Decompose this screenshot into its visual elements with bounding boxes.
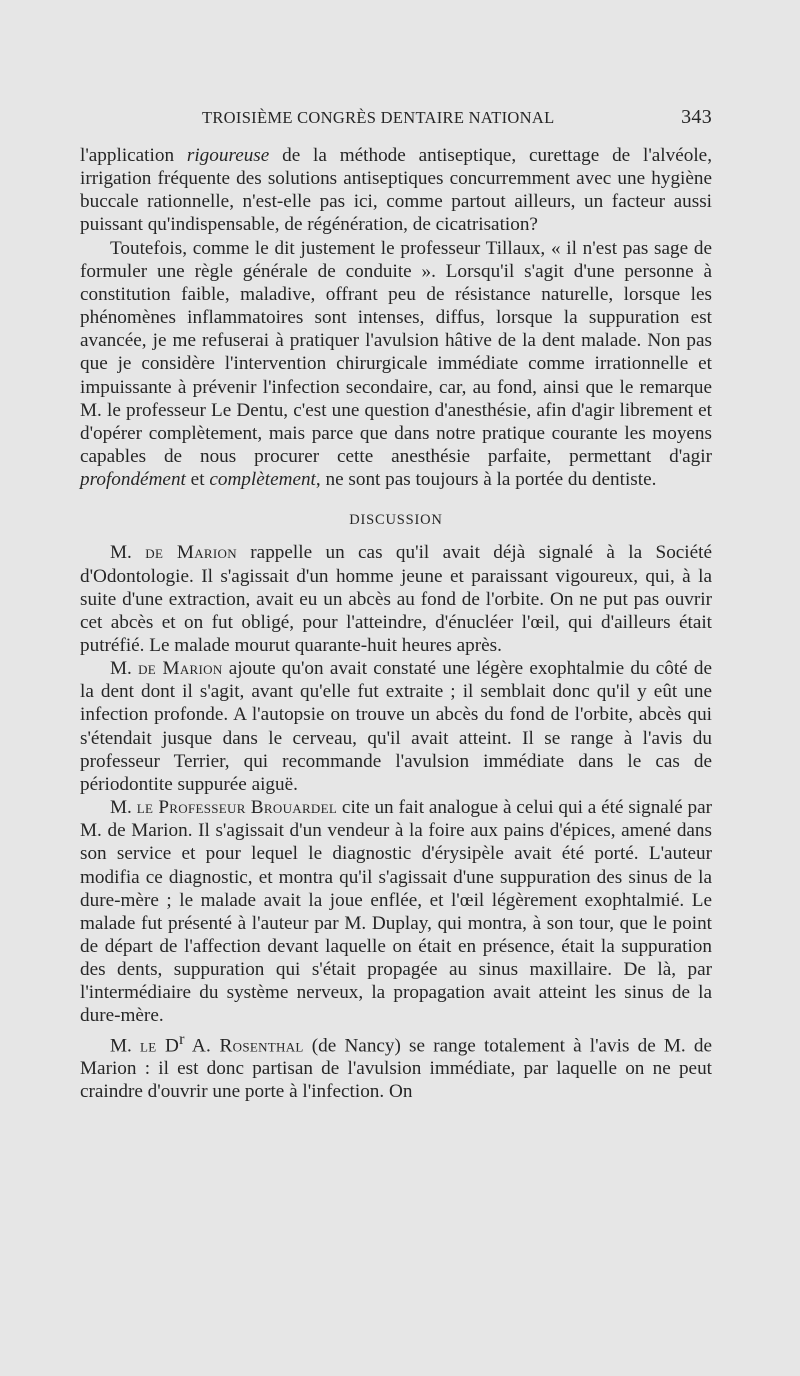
text-run: M. xyxy=(110,797,137,819)
text-run: M. xyxy=(110,658,139,680)
text-run: l'application xyxy=(80,145,187,166)
section-heading: DISCUSSION xyxy=(349,512,443,529)
running-title: TROISIÈME CONGRÈS DENTAIRE NATIONAL xyxy=(202,108,555,127)
text-run: Toutefois, comme le dit justement le professeur Tillaux, « il n'est pas sage de formuler une règle générale de conduite ». Lorsqu'il s'agit d'une personne à constitution faible, maladive, offrant peu de résistance naturelle, lorsque les phénomènes inflammatoires sont intenses, diffus, lorsque la suppuration est avancée, je me refuserai à pratiquer l'avulsion hâtive de la dent malade. Non pas que je considère l'intervention chirurgicale immédiate comme irrationnelle et impuissante à prévenir l'infection secondaire, car, au fond, ainsi que le remarque M. le professeur Le Dentu, c'est une question d'anesthésie, afin d'agir librement et d'opérer complètement, mais parce que dans notre pratique courante les moyens capables de nous procurer cette anesthésie parfaite, permettant d'agir xyxy=(80,237,712,468)
italic-term: complètement xyxy=(209,469,316,491)
speaker-name: A. Rosenthal xyxy=(184,1035,304,1057)
speaker-name: de Marion xyxy=(145,542,237,564)
body-text xyxy=(80,144,712,1103)
text-run: , ne sont pas toujours à la portée du dentiste. xyxy=(315,469,657,491)
superscript: r xyxy=(179,1030,185,1048)
text-run: M. xyxy=(110,1035,141,1057)
text-run: et xyxy=(185,469,210,491)
paragraph-rosenthal xyxy=(80,1028,712,1104)
text-run: cite un fait analogue à celui qui a été signalé par M. de Marion. Il s'agissait d'un vendeur à la foire aux pains d'épices, amené dans son service et pour lequel le diagnostic d'érysipèle avait été porté. L'auteur modifia ce diagnostic, et montra qu'il s'agissait d'une suppuration des sinus de la dure-mère ; le malade avait la joue enflée, et l'œil légèrement exophtalmié. Le malade fut présenté à l'auteur par M. Duplay, qui montra, à son tour, que le point de départ de l'affection devant laquelle on était en présence, était la suppuration des dents, suppuration qui s'était propagée au sinus maxillaire. De là, par l'intermédiaire du système nerveux, la propagation avait atteint les sinus de la dure-mère. xyxy=(80,797,713,1027)
text-run: rappelle un cas qu'il avait déjà signalé à la Société d'Odontologie. Il s'agissait d'un homme jeune et paraissant vigoureux, qui, à la suite d'une extraction, avait eu un abcès au fond de l'orbite. On ne put pas ouvrir cet abcès et on fut obligé, pour l'atteindre, d'énucléer l'œil, qui d'ailleurs était putréfié. Le malade mourut quarante-huit heures après. xyxy=(80,542,713,656)
speaker-name: le Professeur Brouardel xyxy=(136,797,338,819)
text-run: (de Nancy) se range totalement à l'avis de M. de Marion : il est donc partisan de l'avulsion immédiate, par laquelle on ne peut craindre d'ouvrir une porte à l'infection. On xyxy=(80,1035,712,1103)
text-run: ajoute qu'on avait constaté une légère exophtalmie du côté de la dent dont il s'agit, avant qu'elle fut extraite ; il semblait donc qu'il y eût une infection profonde. A l'autopsie on trouve un abcès du fond de l'orbite, abcès qui s'étendait jusque dans le cerveau, qu'il avait atteint. Il se range à l'avis du professeur Terrier, qui recommande l'avulsion immédiate dans le cas de périodontite suppurée aiguë. xyxy=(80,658,712,795)
speaker-name: de Marion xyxy=(138,658,223,680)
paragraph-de-marion-1 xyxy=(80,541,712,657)
paragraph-antiseptic-method xyxy=(80,144,712,237)
paragraph-de-marion-2 xyxy=(80,657,712,796)
paragraph-brouardel xyxy=(80,796,712,1028)
paragraph-tillaux xyxy=(80,237,712,492)
italic-term: profondément xyxy=(80,469,186,491)
text-run: de la méthode antiseptique, curettage de l'alvéole, irrigation fréquente des solutions antiseptiques concurremment avec une hygiène buccale rationnelle, n'est-elle pas ici, comme partout ailleurs, un facteur aussi puissant qu'indispensable, de régénération, de cicatrisation? xyxy=(80,145,712,236)
page-number: 343 xyxy=(681,106,712,128)
running-head xyxy=(80,108,712,132)
text-run: M. xyxy=(110,542,146,564)
speaker-name: le D xyxy=(140,1035,180,1057)
italic-term: rigoureuse xyxy=(186,145,270,166)
